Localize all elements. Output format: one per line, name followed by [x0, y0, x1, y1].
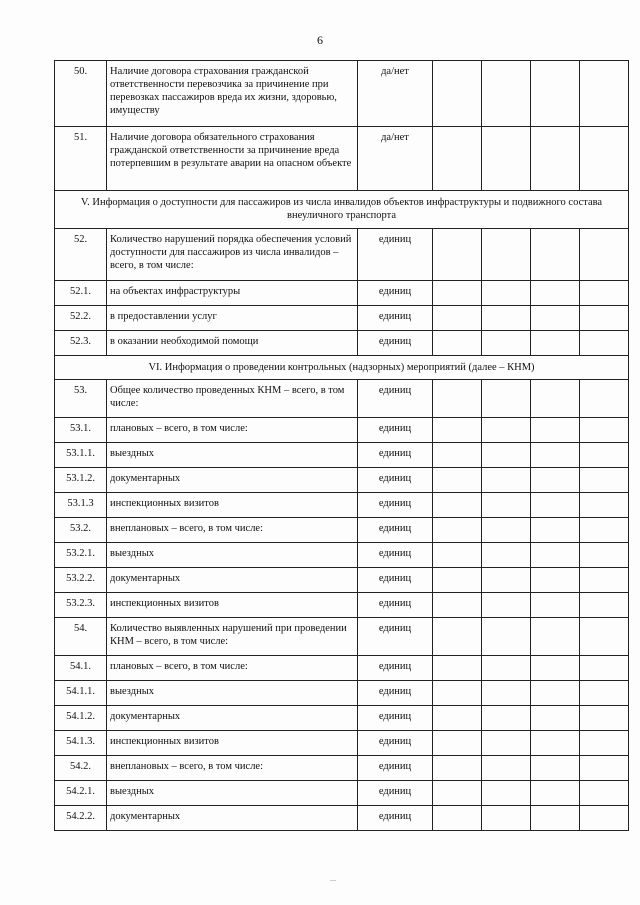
- section-title: V. Информация о доступности для пассажиров из числа инвалидов объектов инфраструктуры и подвижного состава внеуличного транспорта: [55, 191, 629, 229]
- unit-of-measure: единиц: [358, 229, 433, 281]
- value-cell: [531, 306, 580, 331]
- row-number: 51.: [55, 127, 107, 191]
- indicator-description: инспекционных визитов: [107, 731, 358, 756]
- value-cell: [580, 781, 629, 806]
- value-cell: [531, 229, 580, 281]
- indicator-description: документарных: [107, 706, 358, 731]
- table-row: [55, 593, 629, 618]
- unit-of-measure: единиц: [358, 681, 433, 706]
- value-cell: [580, 656, 629, 681]
- table-row: [55, 568, 629, 593]
- value-cell: [482, 281, 531, 306]
- value-cell: [531, 593, 580, 618]
- value-cell: [531, 568, 580, 593]
- value-cell: [580, 61, 629, 127]
- value-cell: [531, 618, 580, 656]
- value-cell: [580, 681, 629, 706]
- indicator-description: выездных: [107, 543, 358, 568]
- value-cell: [531, 656, 580, 681]
- value-cell: [580, 593, 629, 618]
- value-cell: [482, 518, 531, 543]
- indicator-description: документарных: [107, 468, 358, 493]
- unit-of-measure: единиц: [358, 806, 433, 831]
- table-row: [55, 731, 629, 756]
- row-number: 52.3.: [55, 331, 107, 356]
- value-cell: [580, 493, 629, 518]
- scan-artifact: [330, 880, 336, 881]
- indicator-description: Наличие договора обязательного страхования гражданской ответственности за причинение вреда потерпевшим в результате аварии на опасном объекте: [107, 127, 358, 191]
- table-row: [55, 493, 629, 518]
- value-cell: [433, 331, 482, 356]
- table-row: [55, 418, 629, 443]
- unit-of-measure: единиц: [358, 418, 433, 443]
- value-cell: [433, 706, 482, 731]
- table-row: [55, 656, 629, 681]
- value-cell: [531, 331, 580, 356]
- value-cell: [433, 781, 482, 806]
- value-cell: [482, 127, 531, 191]
- row-number: 52.: [55, 229, 107, 281]
- table-row: [55, 781, 629, 806]
- row-number: 53.1.3: [55, 493, 107, 518]
- table-row: [55, 306, 629, 331]
- unit-of-measure: единиц: [358, 706, 433, 731]
- value-cell: [580, 281, 629, 306]
- value-cell: [433, 468, 482, 493]
- value-cell: [580, 618, 629, 656]
- unit-of-measure: единиц: [358, 543, 433, 568]
- value-cell: [482, 681, 531, 706]
- row-number: 52.1.: [55, 281, 107, 306]
- row-number: 53.2.: [55, 518, 107, 543]
- value-cell: [482, 380, 531, 418]
- value-cell: [433, 493, 482, 518]
- value-cell: [482, 706, 531, 731]
- value-cell: [580, 229, 629, 281]
- report-table: [54, 60, 629, 831]
- value-cell: [531, 418, 580, 443]
- row-number: 54.1.1.: [55, 681, 107, 706]
- unit-of-measure: единиц: [358, 380, 433, 418]
- value-cell: [531, 518, 580, 543]
- value-cell: [433, 61, 482, 127]
- indicator-description: плановых – всего, в том числе:: [107, 656, 358, 681]
- value-cell: [482, 568, 531, 593]
- row-number: 53.: [55, 380, 107, 418]
- table-row: [55, 61, 629, 127]
- unit-of-measure: единиц: [358, 593, 433, 618]
- table-row: [55, 618, 629, 656]
- row-number: 54.1.2.: [55, 706, 107, 731]
- value-cell: [433, 806, 482, 831]
- table-row: [55, 443, 629, 468]
- value-cell: [531, 706, 580, 731]
- indicator-description: плановых – всего, в том числе:: [107, 418, 358, 443]
- value-cell: [433, 543, 482, 568]
- indicator-description: Общее количество проведенных КНМ – всего, в том числе:: [107, 380, 358, 418]
- indicator-description: инспекционных визитов: [107, 593, 358, 618]
- indicator-description: Количество нарушений порядка обеспечения условий доступности для пассажиров из числа инвалидов – всего, в том числе:: [107, 229, 358, 281]
- value-cell: [433, 306, 482, 331]
- value-cell: [433, 127, 482, 191]
- value-cell: [531, 543, 580, 568]
- value-cell: [531, 127, 580, 191]
- table-row: [55, 518, 629, 543]
- value-cell: [580, 331, 629, 356]
- value-cell: [482, 493, 531, 518]
- unit-of-measure: единиц: [358, 618, 433, 656]
- unit-of-measure: единиц: [358, 756, 433, 781]
- unit-of-measure: да/нет: [358, 61, 433, 127]
- value-cell: [580, 706, 629, 731]
- value-cell: [433, 418, 482, 443]
- unit-of-measure: единиц: [358, 331, 433, 356]
- row-number: 52.2.: [55, 306, 107, 331]
- value-cell: [482, 331, 531, 356]
- value-cell: [482, 468, 531, 493]
- value-cell: [580, 568, 629, 593]
- value-cell: [482, 806, 531, 831]
- indicator-description: инспекционных визитов: [107, 493, 358, 518]
- value-cell: [433, 229, 482, 281]
- unit-of-measure: да/нет: [358, 127, 433, 191]
- unit-of-measure: единиц: [358, 443, 433, 468]
- value-cell: [482, 781, 531, 806]
- row-number: 54.: [55, 618, 107, 656]
- row-number: 53.1.2.: [55, 468, 107, 493]
- value-cell: [482, 543, 531, 568]
- value-cell: [482, 443, 531, 468]
- table-row: [55, 756, 629, 781]
- value-cell: [433, 380, 482, 418]
- row-number: 53.2.2.: [55, 568, 107, 593]
- value-cell: [531, 756, 580, 781]
- row-number: 53.2.3.: [55, 593, 107, 618]
- value-cell: [531, 681, 580, 706]
- value-cell: [433, 281, 482, 306]
- value-cell: [580, 127, 629, 191]
- indicator-description: в предоставлении услуг: [107, 306, 358, 331]
- row-number: 53.2.1.: [55, 543, 107, 568]
- indicator-description: на объектах инфраструктуры: [107, 281, 358, 306]
- table-row: [55, 331, 629, 356]
- table-row: [55, 706, 629, 731]
- value-cell: [531, 443, 580, 468]
- value-cell: [482, 229, 531, 281]
- value-cell: [531, 493, 580, 518]
- table-row: [55, 229, 629, 281]
- unit-of-measure: единиц: [358, 306, 433, 331]
- value-cell: [433, 731, 482, 756]
- row-number: 54.2.1.: [55, 781, 107, 806]
- value-cell: [580, 380, 629, 418]
- table-row: [55, 543, 629, 568]
- value-cell: [433, 443, 482, 468]
- value-cell: [580, 806, 629, 831]
- value-cell: [482, 418, 531, 443]
- unit-of-measure: единиц: [358, 568, 433, 593]
- row-number: 54.2.: [55, 756, 107, 781]
- value-cell: [433, 756, 482, 781]
- value-cell: [433, 518, 482, 543]
- value-cell: [531, 61, 580, 127]
- value-cell: [580, 518, 629, 543]
- row-number: 53.1.: [55, 418, 107, 443]
- value-cell: [482, 756, 531, 781]
- value-cell: [531, 781, 580, 806]
- section-header: [55, 191, 629, 229]
- indicator-description: внеплановых – всего, в том числе:: [107, 518, 358, 543]
- indicator-description: Наличие договора страхования гражданской ответственности перевозчика за причинение при перевозках пассажиров вреда их жизни, здоровью, имуществу: [107, 61, 358, 127]
- indicator-description: в оказании необходимой помощи: [107, 331, 358, 356]
- value-cell: [531, 281, 580, 306]
- value-cell: [580, 543, 629, 568]
- value-cell: [531, 806, 580, 831]
- indicator-description: документарных: [107, 568, 358, 593]
- row-number: 54.1.: [55, 656, 107, 681]
- row-number: 54.2.2.: [55, 806, 107, 831]
- value-cell: [482, 656, 531, 681]
- value-cell: [433, 681, 482, 706]
- indicator-description: выездных: [107, 681, 358, 706]
- row-number: 53.1.1.: [55, 443, 107, 468]
- indicator-description: выездных: [107, 781, 358, 806]
- unit-of-measure: единиц: [358, 518, 433, 543]
- unit-of-measure: единиц: [358, 493, 433, 518]
- indicator-description: внеплановых – всего, в том числе:: [107, 756, 358, 781]
- section-title: VI. Информация о проведении контрольных (надзорных) мероприятий (далее – КНМ): [55, 356, 629, 380]
- table-row: [55, 681, 629, 706]
- indicator-description: выездных: [107, 443, 358, 468]
- section-header: [55, 356, 629, 380]
- indicator-description: документарных: [107, 806, 358, 831]
- value-cell: [482, 731, 531, 756]
- page-number: 6: [317, 33, 323, 47]
- table-row: [55, 281, 629, 306]
- table-row: [55, 127, 629, 191]
- value-cell: [580, 306, 629, 331]
- row-number: 54.1.3.: [55, 731, 107, 756]
- value-cell: [531, 731, 580, 756]
- value-cell: [433, 593, 482, 618]
- value-cell: [580, 756, 629, 781]
- table-row: [55, 468, 629, 493]
- value-cell: [433, 568, 482, 593]
- value-cell: [433, 656, 482, 681]
- row-number: 50.: [55, 61, 107, 127]
- value-cell: [531, 468, 580, 493]
- value-cell: [482, 593, 531, 618]
- unit-of-measure: единиц: [358, 281, 433, 306]
- value-cell: [531, 380, 580, 418]
- value-cell: [482, 618, 531, 656]
- value-cell: [580, 731, 629, 756]
- value-cell: [580, 418, 629, 443]
- value-cell: [482, 61, 531, 127]
- value-cell: [433, 618, 482, 656]
- unit-of-measure: единиц: [358, 731, 433, 756]
- indicator-description: Количество выявленных нарушений при проведении КНМ – всего, в том числе:: [107, 618, 358, 656]
- value-cell: [482, 306, 531, 331]
- table-row: [55, 380, 629, 418]
- value-cell: [580, 468, 629, 493]
- value-cell: [580, 443, 629, 468]
- unit-of-measure: единиц: [358, 656, 433, 681]
- table-row: [55, 806, 629, 831]
- unit-of-measure: единиц: [358, 468, 433, 493]
- unit-of-measure: единиц: [358, 781, 433, 806]
